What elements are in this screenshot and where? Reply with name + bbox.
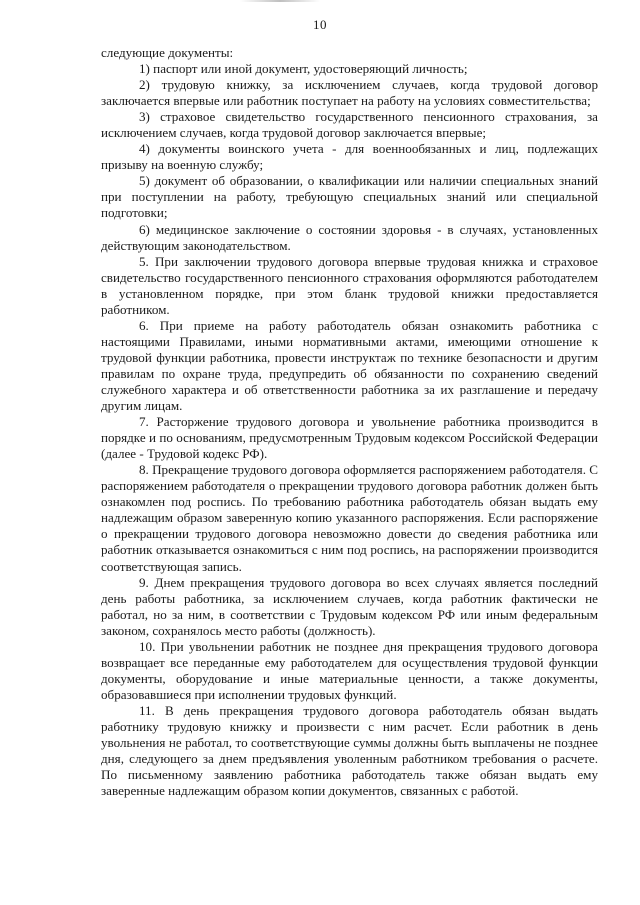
- paragraph-list-item-2: 2) трудовую книжку, за исключением случаев, когда трудовой договор заключается впервые или работник поступает на работу на условиях совместительства;: [101, 77, 598, 109]
- paragraph-clause-10: 10. При увольнении работник не позднее дня прекращения трудового договора возвращает все переданные ему работодателем для осуществления трудовой функции документы, оборудование и иные материальные ценности, а также документы, образовавшиеся при исполнении трудовых функций.: [101, 638, 598, 702]
- page-number: 10: [313, 17, 327, 32]
- paragraph-intro: следующие документы:: [101, 45, 234, 60]
- paragraph-clause-11: 11. В день прекращения трудового договора работодатель обязан выдать работнику трудовую книжку и произвести с ним расчет. Если работник в день увольнения не работал, то соответствующие суммы должны быть выплачены не позднее дня, следующего за днем предъявления уволенным работником требования о расчете. По письменному заявлению работника работодатель также обязан выдать ему заверенные надлежащим образом копии документов, связанных с работой.: [101, 702, 598, 799]
- paragraph-list-item-1: 1) паспорт или иной документ, удостоверяющий личность;: [139, 61, 468, 77]
- paragraph-list-item-3: 3) страховое свидетельство государственного пенсионного страхования, за исключением случаев, когда трудовой договор заключается впервые;: [101, 109, 598, 141]
- paragraph-list-item-4: 4) документы воинского учета - для военнообязанных и лиц, подлежащих призыву на военную службу;: [101, 141, 598, 173]
- paragraph-clause-6: 6. При приеме на работу работодатель обязан ознакомить работника с настоящими Правилами, иными нормативными актами, имеющими отношение к трудовой функции работника, провести инструктаж по технике безопасности и другим правилам по охране труда, предупредить об обязанности по сохранению сведений служебного характера и об ответственности работника за их разглашение и передачу другим лицам.: [101, 317, 598, 414]
- paragraph-list-item-5: 5) документ об образовании, о квалификации или наличии специальных знаний при поступлении на работу, требующую специальных знаний или специальной подготовки;: [101, 173, 598, 221]
- paragraph-list-item-6: 6) медицинское заключение о состоянии здоровья - в случаях, установленных действующим законодательством.: [101, 221, 598, 253]
- scan-edge-mark: [240, 0, 320, 2]
- paragraph-clause-5: 5. При заключении трудового договора впервые трудовая книжка и страховое свидетельство государственного пенсионного страхования оформляются работодателем в установленном порядке, при этом бланк трудовой книжки предоставляется работником.: [101, 253, 598, 317]
- document-body: [101, 45, 598, 799]
- paragraph-clause-7: 7. Расторжение трудового договора и увольнение работника производится в порядке и по основаниям, предусмотренным Трудовым кодексом Российской Федерации (далее - Трудовой кодекс РФ).: [101, 414, 598, 462]
- paragraph-clause-8: 8. Прекращение трудового договора оформляется распоряжением работодателя. С распоряжением работодателя о прекращении трудового договора работник должен быть ознакомлен под роспись. По требованию работника работодатель обязан выдать ему надлежащим образом заверенную копию указанного распоряжения. Если распоряжение о прекращении трудового договора невозможно довести до сведения работника или работник отказывается ознакомиться с ним под роспись, на распоряжении производится соответствующая запись.: [101, 462, 598, 574]
- paragraph-clause-9: 9. Днем прекращения трудового договора во всех случаях является последний день работы работника, за исключением случаев, когда работник фактически не работал, но за ним, в соответствии с Трудовым кодексом РФ или иным федеральным законом, сохранялось место работы (должность).: [101, 574, 598, 638]
